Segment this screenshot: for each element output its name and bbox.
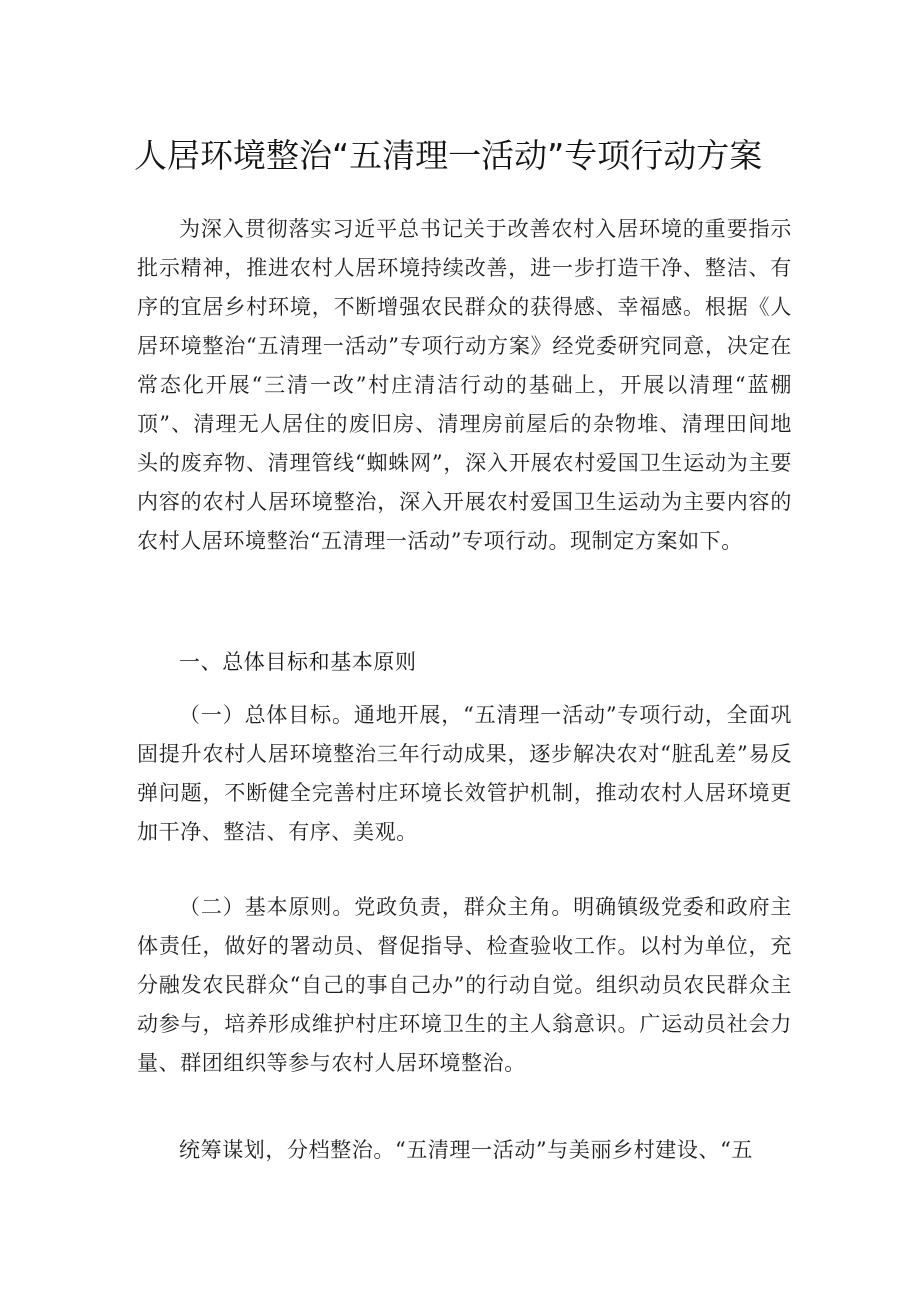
planning-paragraph: 统筹谋划，分档整治。“五清理一活动”与美丽乡村建设、“五 <box>179 1138 754 1162</box>
principle-paragraph: （二）基本原则。党政负责，群众主角。明确镇级党委和政府主体责任，做好的署动员、督促指导、检查验收工作。以村为单位，充分融发农民群众“自己的事自己办”的行动自觉。组织动员农民群众主动参与，培养形成维护村庄环境卫生的主人翁意识。广运动员社会力量、群团组织等参与农村人居环境整治。 <box>137 895 792 1075</box>
document-title: 人居环境整治“五清理一活动”专项行动方案 <box>134 136 763 175</box>
section-heading-overall-goals: 一、总体目标和基本原则 <box>179 650 417 674</box>
goal-paragraph: （一）总体目标。通地开展，“五清理一活动”专项行动，全面巩固提升农村人居环境整治三年行动成果，逐步解决农对“脏乱差”易反弹问题，不断健全完善村庄环境长效管护机制，推动农村人居环境更加干净、整洁、有序、美观。 <box>137 703 792 844</box>
intro-paragraph: 为深入贯彻落实习近平总书记关于改善农村入居环境的重要指示批示精神，推进农村人居环境持续改善，进一步打造干净、整洁、有序的宜居乡村环境，不断增强农民群众的获得感、幸福感。根据《人居环境整治“五清理一活动”专项行动方案》经党委研究同意，决定在常态化开展“三清一改”村庄清洁行动的基础上，开展以清理“蓝棚顶”、清理无人居住的废旧房、清理房前屋后的杂物堆、清理田间地头的废弃物、清理管线“蜘蛛网”，深入开展农村爱国卫生运动为主要内容的农村人居环境整治，深入开展农村爱国卫生运动为主要内容的农村人居环境整治“五清理一活动”专项行动。现制定方案如下。 <box>137 217 792 553</box>
